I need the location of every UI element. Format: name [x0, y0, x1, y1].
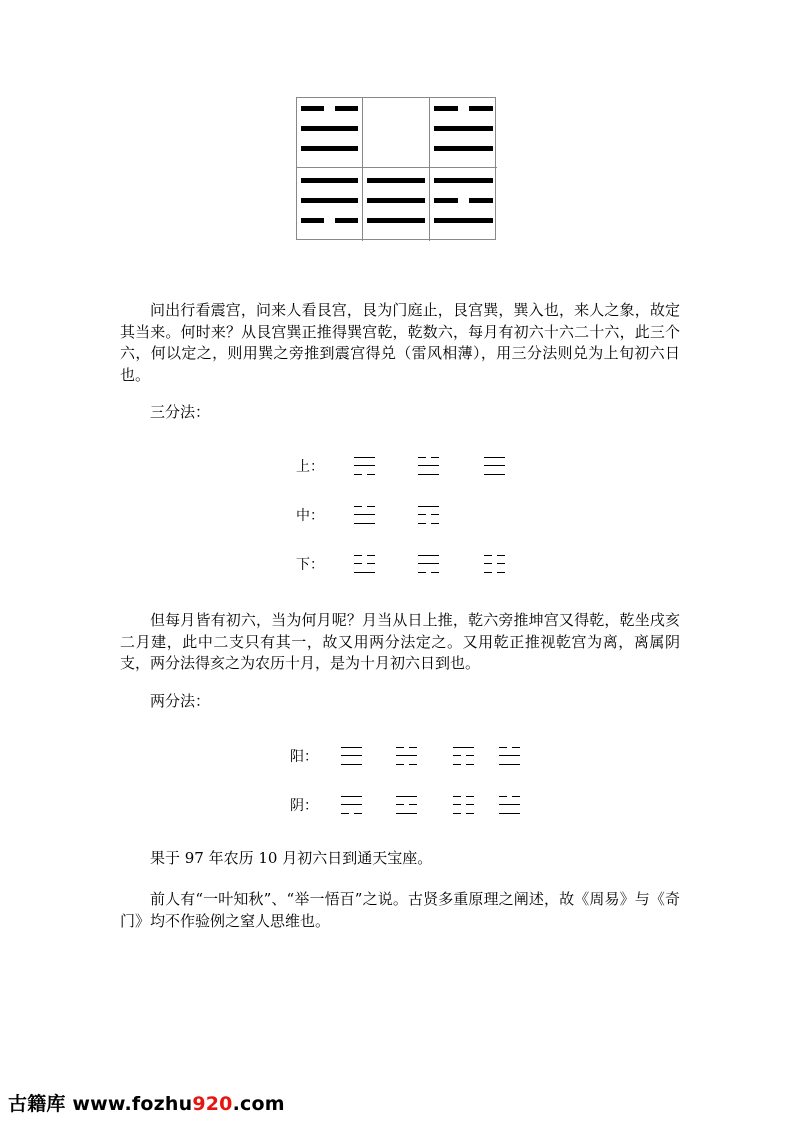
paragraph-1: 问出行看震宫，问来人看艮宫，艮为门庭止，艮宫巽，巽入也，来人之象，故定其当来。何时来？从艮宫巽正推得巽宫乾，乾数六，每月有初六十六二十六，此三个六，何以定之，则用巽之旁推到震宫得兑（雷风相薄），用三分法则兑为上旬初六日也。: [120, 301, 680, 384]
brand-number: 920: [192, 1093, 233, 1115]
liangfen-row-label-1: 阳：: [290, 749, 318, 765]
trigram-symbol: [418, 505, 439, 525]
big-trigram: [301, 106, 358, 151]
trigram-symbol: [418, 554, 439, 574]
trigram-line: [367, 218, 425, 223]
trigram-line: [434, 218, 493, 223]
site-brand: [8, 1089, 285, 1116]
trigram-line: [434, 106, 493, 111]
trigram-line: [367, 178, 425, 183]
sanfen-row-label-3: 下：: [296, 557, 324, 573]
liangfen-row-label-2: 阴：: [290, 798, 318, 814]
trigram-symbol: [484, 456, 505, 476]
trigram-line: [301, 198, 358, 203]
trigram-symbol: [354, 505, 375, 525]
brand-tail: .com: [232, 1093, 285, 1115]
paragraph-3: 果于 97 年农历 10 月初六日到通天宝座。: [150, 849, 433, 867]
liangfen-title: 两分法：: [150, 692, 211, 710]
trigram-symbol: [499, 795, 520, 815]
sanfen-row-label-2: 中：: [296, 508, 324, 524]
big-trigram: [434, 178, 493, 223]
grid-cell-5: [363, 168, 430, 241]
trigram-symbol: [499, 746, 520, 766]
trigram-symbol: [354, 456, 375, 476]
paragraph-4: 前人有“一叶知秋”、“举一悟百”之说。古贤多重原理之阐述，故《周易》与《奇门》均不作验例之窒人思维也。: [120, 890, 680, 930]
hexagram-grid: [296, 97, 496, 240]
trigram-line: [301, 178, 358, 183]
big-trigram: [301, 178, 358, 223]
trigram-symbol: [341, 795, 362, 815]
trigram-line: [301, 126, 358, 131]
trigram-symbol: [453, 746, 474, 766]
trigram-line: [434, 146, 493, 151]
trigram-symbol: [396, 795, 417, 815]
big-trigram: [367, 178, 425, 223]
trigram-symbol: [453, 795, 474, 815]
grid-cell-2: [363, 98, 430, 168]
grid-cell-1: [297, 98, 363, 168]
trigram-symbol: [418, 456, 439, 476]
big-trigram: [434, 106, 493, 151]
trigram-line: [301, 106, 358, 111]
trigram-line: [301, 218, 358, 223]
trigram-line: [434, 126, 493, 131]
grid-cell-3: [430, 98, 497, 168]
trigram-symbol: [484, 554, 505, 574]
trigram-symbol: [354, 554, 375, 574]
trigram-line: [367, 198, 425, 203]
paragraph-2: 但每月皆有初六，当为何月呢？月当从日上推，乾六旁推坤宫又得乾，乾坐戌亥二月建，此中二支只有其一，故又用两分法定之。又用乾正推视乾宫为离，离属阴支，两分法得亥之为农历十月，是为十月初六日到也。: [120, 611, 680, 672]
sanfen-title: 三分法：: [150, 403, 211, 421]
trigram-line: [434, 178, 493, 183]
trigram-symbol: [396, 746, 417, 766]
trigram-symbol: [341, 746, 362, 766]
sanfen-row-label-1: 上：: [296, 459, 324, 475]
grid-cell-6: [430, 168, 497, 241]
grid-cell-4: [297, 168, 363, 241]
brand-main: 古籍库 www.fozhu: [8, 1093, 193, 1115]
trigram-line: [434, 198, 493, 203]
trigram-line: [301, 146, 358, 151]
